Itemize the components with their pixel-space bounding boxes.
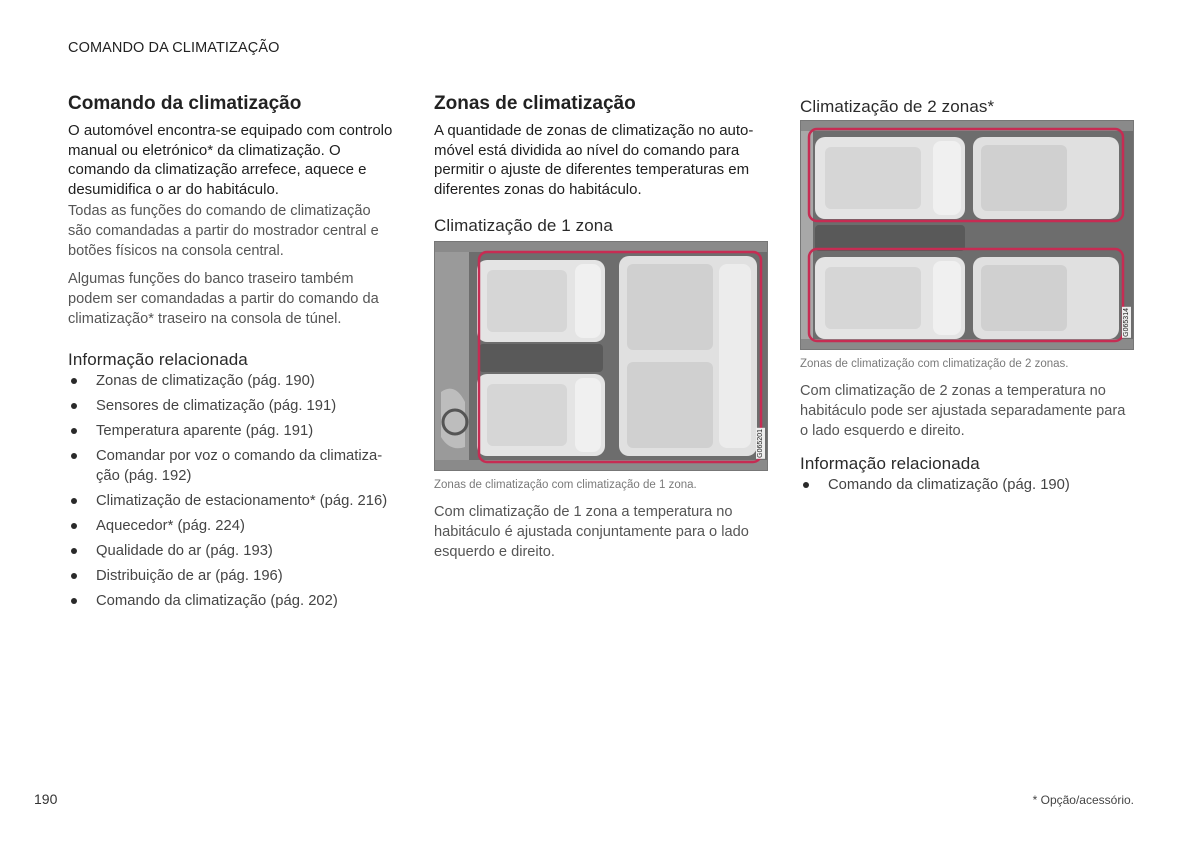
intro-paragraph: A quantidade de zonas de climatização no automóvel está dividida ao nível do comando para permitir o ajuste de diferentes temperaturas em diferentes zonas do habitáculo. [434,122,754,198]
related-link[interactable]: Temperatura aparente (pág. 191) [68,421,398,441]
column-climate-control [68,92,398,611]
section-title: Comando da climatização [68,93,302,114]
body-paragraph: Com climatização de 2 zonas a temperatura no habitáculo pode ser ajustada separadamente para o lado esquerdo e direito. [800,383,1126,439]
related-link[interactable]: Aquecedor* (pág. 224) [68,516,398,536]
figure-caption: Zonas de climatização com climatização de 1 zona. [434,479,697,492]
related-info-heading: Informação relacionada [68,350,248,370]
related-info-heading: Informação relacionada [800,454,980,473]
section-title: Zonas de climatização [434,93,636,114]
column-two-zone [800,96,1134,495]
page-number: 190 [34,791,58,807]
related-link[interactable]: Climatização de estacionamento* (pág. 216) [68,491,398,511]
body-paragraph: Todas as funções do comando de climatização são comandadas a partir do mostrador central e botões físicos na consola central. [68,203,379,260]
subsection-title: Climatização de 1 zona [434,216,613,236]
footnote: * Opção/acessório. [1032,793,1134,807]
cabin-top-view-illustration [801,121,1133,349]
intro-paragraph: O automóvel encontra-se equipado com controlo manual ou eletrónico* da climatização. O comando da climatização arrefece, aquece e desumidifica o ar do habitáculo. [68,122,393,198]
related-link[interactable]: Comando da climatização (pág. 190) [800,475,1134,495]
related-info-list [68,371,398,611]
cabin-top-view-illustration [435,242,767,470]
related-link[interactable]: Sensores de climatização (pág. 191) [68,396,398,416]
two-zone-figure [800,120,1134,350]
running-header: COMANDO DA CLIMATIZAÇÃO [68,40,280,56]
related-link[interactable]: Zonas de climatização (pág. 190) [68,371,398,391]
one-zone-figure [434,241,768,471]
subsection-title: Climatização de 2 zonas* [800,97,995,116]
figure-caption: Zonas de climatização com climatização de 2 zonas. [800,358,1069,370]
related-link[interactable]: Distribuição de ar (pág. 196) [68,566,398,586]
related-link[interactable]: Qualidade do ar (pág. 193) [68,541,398,561]
body-paragraph: Algumas funções do banco traseiro também podem ser comandadas a partir do comando da climatização* traseiro na consola de túnel. [68,271,379,328]
related-link[interactable]: Comando da climatização (pág. 202) [68,591,398,611]
body-paragraph: Com climatização de 1 zona a temperatura no habitáculo é ajustada conjuntamente para o lado esquerdo e direito. [434,504,749,561]
column-climate-zones [434,92,768,562]
figure-code: G065314 [1123,308,1130,337]
related-link[interactable]: Comandar por voz o comando da climatização (pág. 192) [68,446,398,486]
related-info-list [800,475,1134,495]
figure-code: G065201 [757,429,764,459]
